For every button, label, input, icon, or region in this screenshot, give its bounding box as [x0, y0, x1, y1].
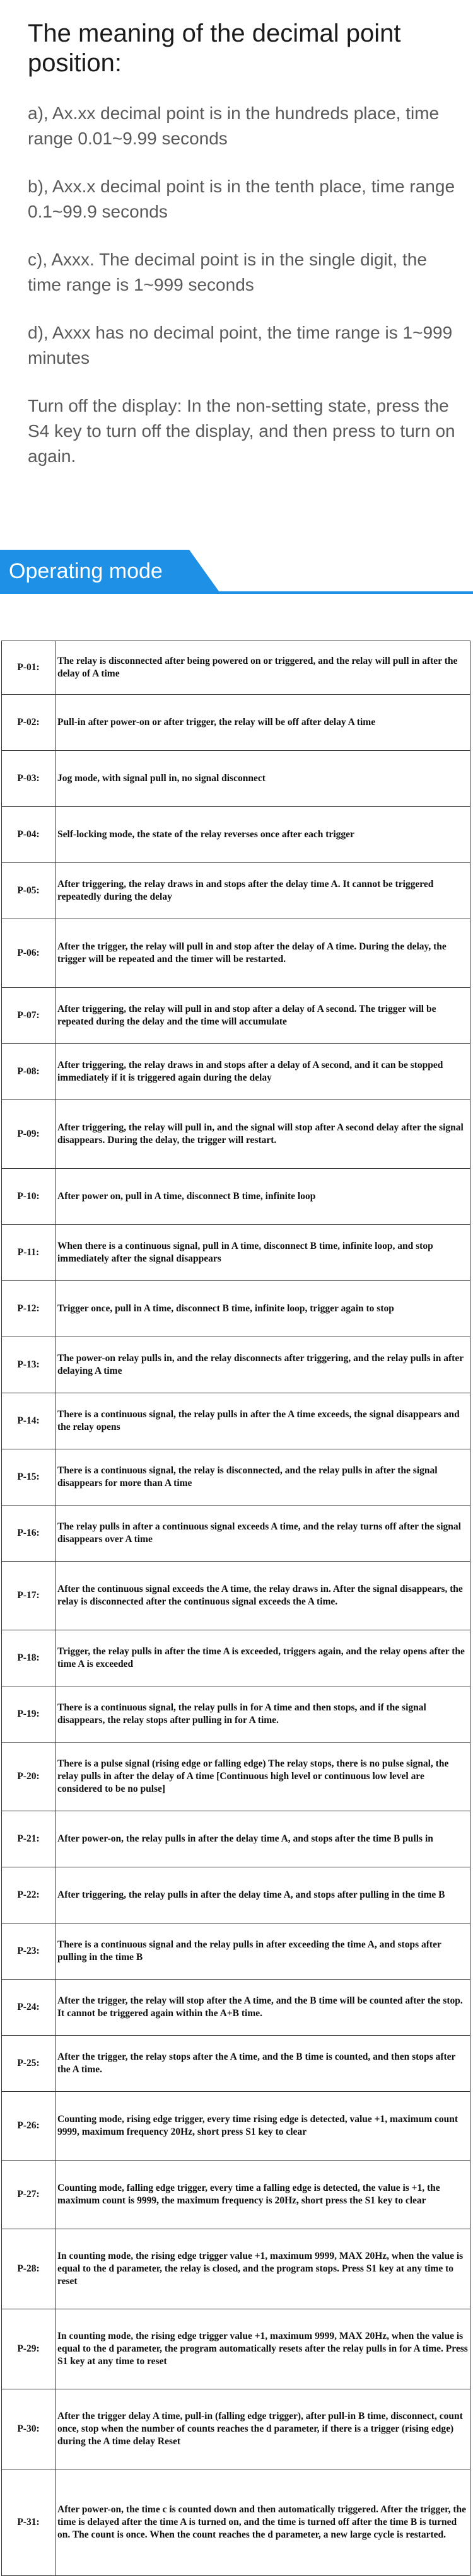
mode-description: After triggering, the relay will pull in, and the signal will stop after A second delay after the signal disappears. During the delay, the trigger will restart. [55, 1100, 470, 1169]
mode-description: After triggering, the relay draws in and stops after the delay time A. It cannot be triggered repeatedly during the delay [55, 863, 470, 919]
mode-code: P-18: [2, 1630, 55, 1686]
mode-code: P-02: [2, 695, 55, 751]
mode-code: P-05: [2, 863, 55, 919]
table-row [2, 1686, 470, 1743]
table-row [2, 2229, 470, 2309]
decimal-option-d: d), Axxx has no decimal point, the time range is 1~999 minutes [28, 323, 453, 368]
table-row [2, 2389, 470, 2469]
decimal-option-a: a), Ax.xx decimal point is in the hundreds place, time range 0.01~9.99 seconds [28, 103, 440, 148]
mode-code: P-01: [2, 641, 55, 695]
mode-code: P-22: [2, 1867, 55, 1923]
mode-description: Self-locking mode, the state of the relay reverses once after each trigger [55, 807, 470, 863]
mode-code: P-23: [2, 1923, 55, 1980]
mode-code: P-09: [2, 1100, 55, 1169]
mode-description: There is a continuous signal, the relay pulls in for A time and then stops, and if the signal disappears, the relay stops after pulling in for A time. [55, 1686, 470, 1743]
intro-title: The meaning of the decimal point position: [28, 20, 401, 77]
mode-description: After power-on, the relay pulls in after the delay time A, and stops after the time B pulls in [55, 1811, 470, 1867]
mode-code: P-29: [2, 2309, 55, 2389]
section-title: Operating mode [9, 559, 163, 583]
mode-description: After power on, pull in A time, disconnect B time, infinite loop [55, 1169, 470, 1225]
mode-description: There is a continuous signal, the relay is disconnected, and the relay pulls in after the signal disappears for more than A time [55, 1449, 470, 1506]
table-row [2, 1923, 470, 1980]
decimal-option-c: c), Axxx. The decimal point is in the single digit, the time range is 1~999 seconds [28, 250, 427, 294]
table-row [2, 807, 470, 863]
table-row [2, 2309, 470, 2389]
table-row [2, 863, 470, 919]
table-row [2, 988, 470, 1044]
mode-code: P-08: [2, 1044, 55, 1100]
mode-description: After triggering, the relay pulls in after the delay time A, and stops after pulling in the time B [55, 1867, 470, 1923]
table-row [2, 751, 470, 807]
intro-section [28, 19, 457, 492]
mode-code: P-14: [2, 1393, 55, 1449]
mode-code: P-11: [2, 1225, 55, 1281]
table-row [2, 1980, 470, 2036]
display-off-note: Turn off the display: In the non-setting state, press the S4 key to turn off the display, and then press to turn on again. [28, 396, 455, 466]
mode-description: There is a pulse signal (rising edge or falling edge) The relay stops, there is no pulse signal, the relay pulls in after the delay of A time [Continuous high level or continuous low level are considered to be no pulse] [55, 1743, 470, 1811]
mode-description: Trigger once, pull in A time, disconnect B time, infinite loop, trigger again to stop [55, 1281, 470, 1337]
table-row [2, 1337, 470, 1393]
mode-description: In counting mode, the rising edge trigger value +1, maximum 9999, MAX 20Hz, when the value is equal to the d parameter, the program automatically resets after the relay pulls in for A time. Press S1 key at any time to reset [55, 2309, 470, 2389]
mode-code: P-28: [2, 2229, 55, 2309]
banner-underline [0, 591, 473, 594]
mode-description: After the trigger, the relay stops after the A time, and the B time is counted, and then stops after the A time. [55, 2036, 470, 2092]
mode-description: After the trigger delay A time, pull-in (falling edge trigger), after pull-in B time, disconnect, count once, stop when the number of counts reaches the d parameter, if there is a trigger (rising edge) during the A time delay Reset [55, 2389, 470, 2469]
mode-code: P-21: [2, 1811, 55, 1867]
decimal-option-b: b), Axx.x decimal point is in the tenth place, time range 0.1~99.9 seconds [28, 177, 455, 221]
mode-description: When there is a continuous signal, pull in A time, disconnect B time, infinite loop, and stop immediately after the signal disappears [55, 1225, 470, 1281]
mode-description: After the continuous signal exceeds the A time, the relay draws in. After the signal disappears, the relay is disconnected after the continuous signal exceeds the A time. [55, 1562, 470, 1630]
table-row [2, 1393, 470, 1449]
mode-description: The power-on relay pulls in, and the relay disconnects after triggering, and the relay pulls in after delaying A time [55, 1337, 470, 1393]
mode-code: P-24: [2, 1980, 55, 2036]
table-row [2, 1867, 470, 1923]
mode-description: There is a continuous signal and the relay pulls in after exceeding the time A, and stops after pulling in the time B [55, 1923, 470, 1980]
mode-description: Trigger, the relay pulls in after the time A is exceeded, triggers again, and the relay opens after the time A is exceeded [55, 1630, 470, 1686]
table-row [2, 1743, 470, 1811]
operating-modes-table [1, 641, 470, 2576]
mode-code: P-31: [2, 2469, 55, 2576]
table-row [2, 1506, 470, 1562]
mode-description: The relay is disconnected after being powered on or triggered, and the relay will pull in after the delay of A time [55, 641, 470, 695]
mode-description: After the trigger, the relay will pull in and stop after the delay of A time. During the delay, the trigger will be repeated and the timer will be restarted. [55, 919, 470, 988]
mode-description: After the trigger, the relay will stop after the A time, and the B time will be counted after the stop. It cannot be triggered again within the A+B time. [55, 1980, 470, 2036]
mode-code: P-04: [2, 807, 55, 863]
table-row [2, 1044, 470, 1100]
mode-description: After triggering, the relay draws in and stops after a delay of A second, and it can be stopped immediately if it is triggered again during the delay [55, 1044, 470, 1100]
mode-code: P-19: [2, 1686, 55, 1743]
table-row [2, 1562, 470, 1630]
table-row [2, 695, 470, 751]
table-row [2, 1811, 470, 1867]
operating-mode-banner [0, 550, 473, 594]
mode-code: P-03: [2, 751, 55, 807]
table-row [2, 1281, 470, 1337]
mode-description: After power-on, the time c is counted down and then automatically triggered. After the trigger, the time is delayed after the time A is turned on, and the time is turned off after the time B is turned on. The count is once. When the count reaches the d parameter, a new large cycle is restarted. [55, 2469, 470, 2576]
mode-code: P-15: [2, 1449, 55, 1506]
mode-code: P-13: [2, 1337, 55, 1393]
mode-code: P-10: [2, 1169, 55, 1225]
table-row [2, 641, 470, 695]
table-row [2, 1225, 470, 1281]
table-row [2, 1630, 470, 1686]
table-row [2, 1169, 470, 1225]
table-row [2, 2161, 470, 2229]
mode-code: P-17: [2, 1562, 55, 1630]
mode-code: P-12: [2, 1281, 55, 1337]
mode-description: In counting mode, the rising edge trigger value +1, maximum 9999, MAX 20Hz, when the value is equal to the d parameter, the relay is closed, and the program stops. Press S1 key at any time to reset [55, 2229, 470, 2309]
table-row [2, 919, 470, 988]
table-row [2, 2036, 470, 2092]
mode-code: P-06: [2, 919, 55, 988]
mode-description: After triggering, the relay will pull in and stop after a delay of A second. The trigger will be repeated during the delay and the time will accumulate [55, 988, 470, 1044]
mode-code: P-25: [2, 2036, 55, 2092]
mode-description: Counting mode, rising edge trigger, every time rising edge is detected, value +1, maximum count 9999, maximum frequency 20Hz, short press S1 key to clear [55, 2092, 470, 2161]
table-row [2, 2469, 470, 2576]
mode-code: P-27: [2, 2161, 55, 2229]
table-row [2, 2092, 470, 2161]
mode-code: P-07: [2, 988, 55, 1044]
table-row [2, 1100, 470, 1169]
mode-description: There is a continuous signal, the relay pulls in after the A time exceeds, the signal disappears and the relay opens [55, 1393, 470, 1449]
mode-code: P-16: [2, 1506, 55, 1562]
mode-code: P-26: [2, 2092, 55, 2161]
mode-description: Jog mode, with signal pull in, no signal disconnect [55, 751, 470, 807]
mode-description: Pull-in after power-on or after trigger, the relay will be off after delay A time [55, 695, 470, 751]
mode-description: Counting mode, falling edge trigger, every time a falling edge is detected, the value is +1, the maximum count is 9999, the maximum frequency is 20Hz, short press the S1 key to clear [55, 2161, 470, 2229]
mode-code: P-20: [2, 1743, 55, 1811]
mode-description: The relay pulls in after a continuous signal exceeds A time, and the relay turns off after the signal disappears over A time [55, 1506, 470, 1562]
table-row [2, 1449, 470, 1506]
mode-code: P-30: [2, 2389, 55, 2469]
